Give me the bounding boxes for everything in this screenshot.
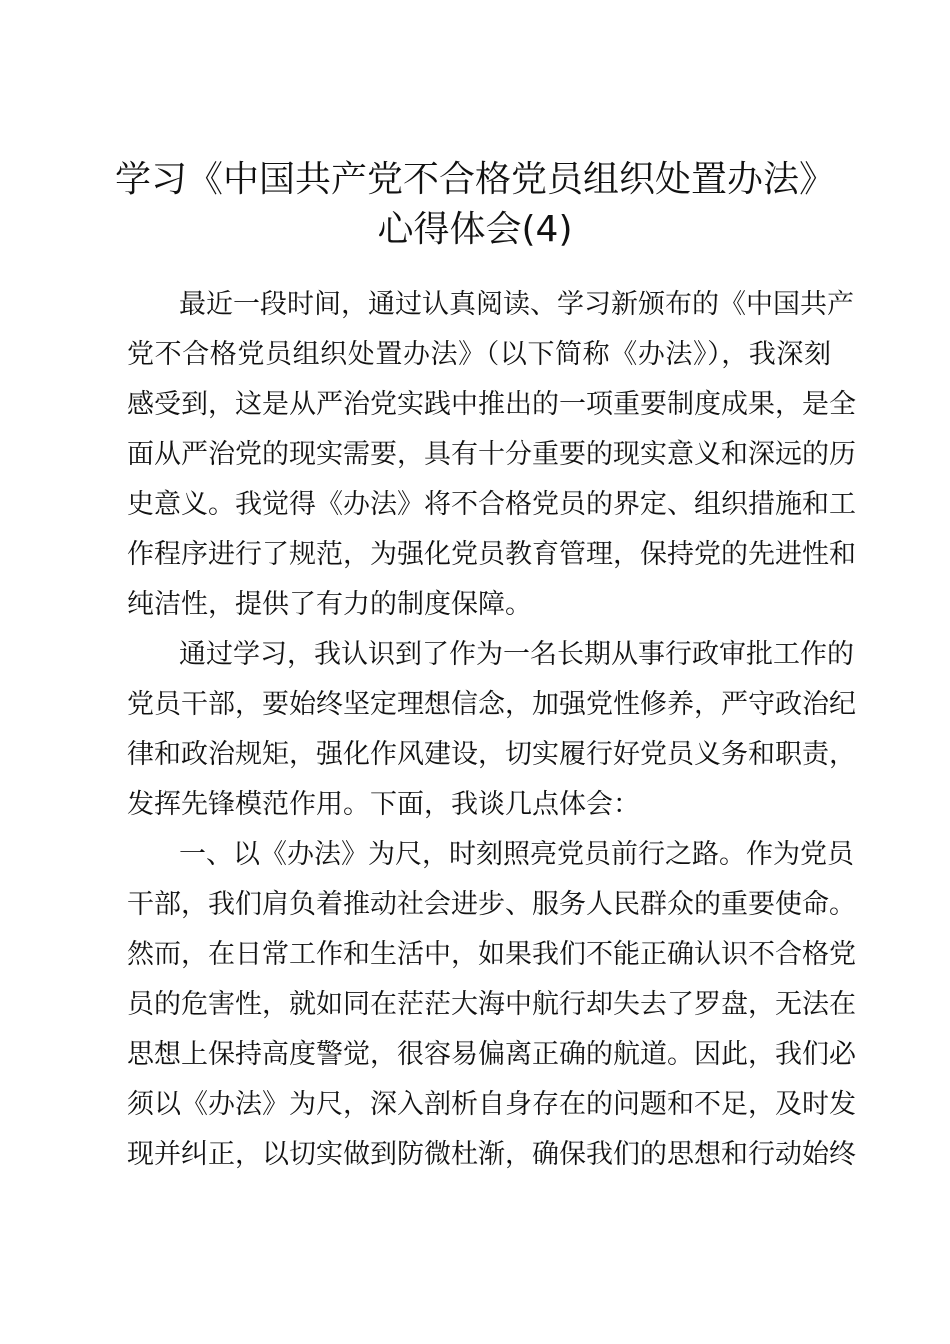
body-line: 感受到，这是从严治党实践中推出的一项重要制度成果，是全 bbox=[127, 389, 856, 420]
body-line: 然而，在日常工作和生活中，如果我们不能正确认识不合格党 bbox=[127, 939, 856, 970]
body-line: 律和政治规矩，强化作风建设，切实履行好党员义务和职责， bbox=[127, 739, 856, 770]
body-line: 党不合格党员组织处置办法》（以下简称《办法》），我深刻 bbox=[127, 339, 831, 370]
body-line: 干部，我们肩负着推动社会进步、服务人民群众的重要使命。 bbox=[127, 889, 856, 920]
body-line: 发挥先锋模范作用。下面，我谈几点体会： bbox=[127, 789, 640, 820]
body-line: 作程序进行了规范，为强化党员教育管理，保持党的先进性和 bbox=[127, 539, 856, 570]
body-line: 纯洁性，提供了有力的制度保障。 bbox=[127, 589, 532, 620]
body-line: 员的危害性，就如同在茫茫大海中航行却失去了罗盘，无法在 bbox=[127, 989, 856, 1020]
body-line: 须以《办法》为尺，深入剖析自身存在的问题和不足，及时发 bbox=[127, 1089, 856, 1120]
document-title-line-2: 心得体会(4) bbox=[377, 209, 573, 250]
body-line: 最近一段时间，通过认真阅读、学习新颁布的《中国共产 bbox=[179, 289, 854, 320]
body-line: 一、以《办法》为尺，时刻照亮党员前行之路。作为党员 bbox=[179, 839, 854, 870]
body-line: 现并纠正，以切实做到防微杜渐，确保我们的思想和行动始终 bbox=[127, 1139, 856, 1170]
body-line: 面从严治党的现实需要，具有十分重要的现实意义和深远的历 bbox=[127, 439, 856, 470]
body-line: 思想上保持高度警觉，很容易偏离正确的航道。因此，我们必 bbox=[127, 1039, 856, 1070]
body-line: 通过学习，我认识到了作为一名长期从事行政审批工作的 bbox=[179, 639, 854, 670]
body-line: 史意义。我觉得《办法》将不合格党员的界定、组织措施和工 bbox=[127, 489, 856, 520]
document-title-line-1: 学习《中国共产党不合格党员组织处置办法》 bbox=[114, 159, 835, 200]
body-line: 党员干部，要始终坚定理想信念，加强党性修养，严守政治纪 bbox=[127, 689, 856, 720]
